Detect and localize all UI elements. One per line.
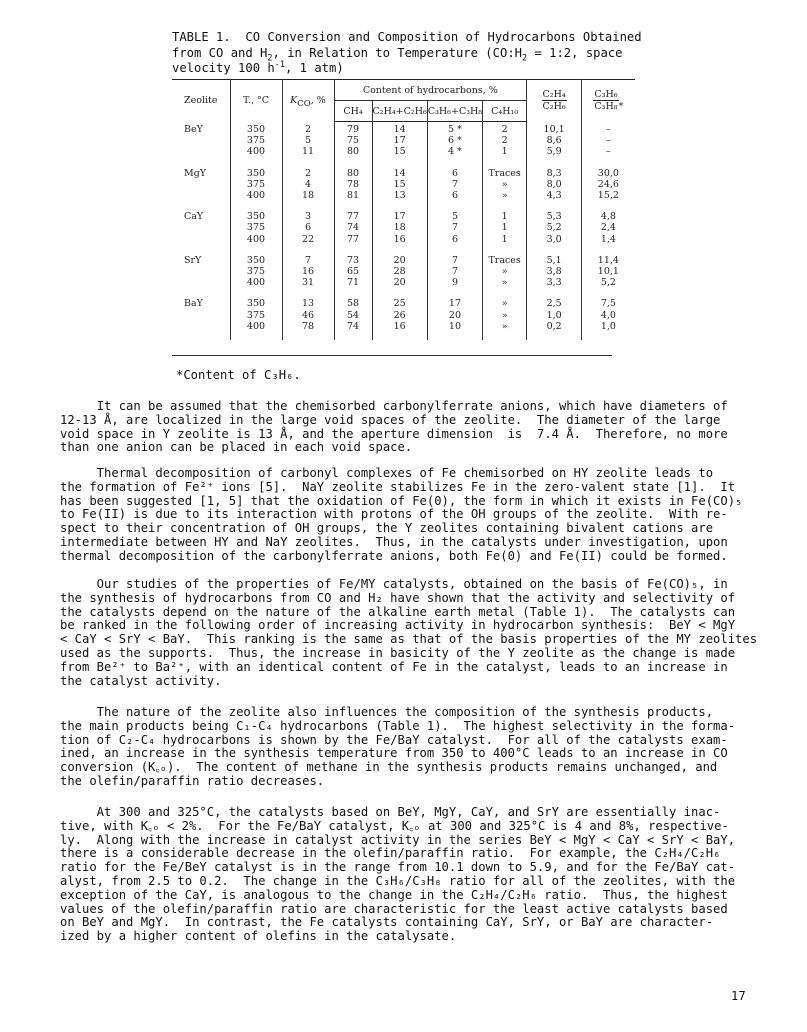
- cell-ch4: [334, 166, 372, 210]
- header-ratio-c3: $\frac{\text{C₃H₆}}{\text{C₃H₈}}$ *: [582, 80, 635, 122]
- cell-r2: [582, 122, 635, 166]
- cell-value: 80: [346, 146, 360, 158]
- cell-k: [282, 253, 334, 297]
- text-line: the formation of Fe²⁺ ions [5]. NaY zeolite stabilizes Fe in the zero-valent state [1]. It: [60, 479, 736, 494]
- text-line: values of the olefin/paraffin ratio are characteristic for the least active catalysts based: [60, 901, 728, 916]
- cell-value: 77: [346, 233, 360, 245]
- text-line: the catalyst activity.: [60, 673, 222, 688]
- cell-value: 375: [246, 178, 266, 190]
- zeolite-name: BeY: [184, 123, 203, 135]
- cell-value: 375: [246, 309, 266, 321]
- cell-value: 350: [246, 167, 266, 179]
- cell-r1: [527, 253, 582, 297]
- text-line: the catalysts depend on the nature of the alkaline earth metal (Table 1). The catalysts can: [60, 604, 736, 619]
- text-line: alyst, from 2.5 to 0.2. The change in the C₃H₆/C₃H₈ ratio for all of the zeolites, with the: [60, 873, 736, 888]
- cell-value: 2: [304, 123, 312, 135]
- cell-value: 15,2: [597, 190, 619, 202]
- cell-value: 7: [304, 254, 312, 266]
- cell-value: 25: [393, 298, 406, 310]
- cell-value: 17: [393, 135, 406, 147]
- cell-value: 71: [346, 277, 360, 289]
- cell-value: 15: [393, 178, 406, 190]
- text-line: 12-13 Å, are localized in the large void spaces of the zeolite. The diameter of the large: [60, 412, 721, 427]
- cell-value: 0,2: [546, 320, 562, 332]
- cell-value: »: [501, 178, 508, 190]
- cell-value: 16: [393, 320, 406, 332]
- cell-value: 74: [346, 222, 360, 234]
- text-line: It can be assumed that the chemisorbed carbonylferrate anions, which have diameters of: [60, 399, 728, 413]
- cell-value: 20: [393, 254, 406, 266]
- cell-t: [230, 122, 282, 166]
- text-line: The nature of the zeolite also influences the composition of the synthesis products,: [60, 705, 714, 719]
- zeolite-name: SrY: [184, 254, 202, 266]
- cell-value: 375: [246, 134, 266, 146]
- paragraph-1: [60, 400, 760, 455]
- cell-value: 74: [346, 320, 360, 332]
- cell-value: 4,0: [600, 309, 616, 321]
- cell-value: »: [501, 266, 508, 278]
- cell-value: 400: [246, 320, 266, 332]
- table-row: [172, 122, 635, 166]
- cell-value: 65: [346, 266, 360, 278]
- cell-value: 22: [301, 233, 315, 245]
- cell-k: [282, 296, 334, 340]
- cell-value: –: [606, 145, 611, 157]
- cell-value: 7: [451, 254, 458, 266]
- cell-value: 5 *: [448, 124, 462, 135]
- cell-value: –: [606, 123, 611, 135]
- header-ch4: CH₄: [334, 101, 372, 122]
- cell-value: 1: [501, 211, 508, 223]
- cell-t: [230, 296, 282, 340]
- cell-value: 5,3: [546, 211, 562, 223]
- text-line: from Be²⁺ to Ba²⁺, with an identical content of Fe in the catalyst, leads to an increase in: [60, 659, 728, 674]
- cell-c2: [372, 122, 427, 166]
- text-line: the main products being C₁-C₄ hydrocarbons (Table 1). The highest selectivity in the forma-: [60, 718, 736, 733]
- text-line: the synthesis of hydrocarbons from CO and H₂ have shown that the activity and selectivity of: [60, 590, 736, 605]
- cell-value: 5,1: [546, 254, 562, 266]
- cell-ch4: [334, 209, 372, 253]
- cell-value: 350: [246, 298, 266, 310]
- cell-r1: [527, 166, 582, 210]
- cell-value: 20: [393, 277, 406, 289]
- cell-value: 13: [393, 190, 406, 202]
- cell-value: 1,0: [546, 309, 562, 321]
- table-bottom-rule: [172, 355, 612, 356]
- cell-c4: [483, 253, 527, 297]
- cell-value: 31: [301, 277, 315, 289]
- text-line: the olefin/paraffin ratio decreases.: [60, 773, 325, 788]
- cell-c4: [483, 166, 527, 210]
- cell-value: 46: [301, 309, 315, 321]
- cell-value: 1: [501, 146, 508, 158]
- cell-value: –: [606, 134, 611, 146]
- text-line: Our studies of the properties of Fe/MY catalysts, obtained on the basis of Fe(CO)₅, in: [60, 577, 728, 591]
- cell-r2: [582, 209, 635, 253]
- text-line: used as the supports. Thus, the increase in basicity of the Y zeolite as the change is made: [60, 645, 736, 660]
- table-row: [172, 209, 635, 253]
- cell-value: »: [501, 190, 508, 202]
- text-line: At 300 and 325°C, the catalysts based on BeY, MgY, CaY, and SrY are essentially inac-: [60, 805, 721, 819]
- cell-value: 5: [304, 134, 312, 146]
- cell-value: 15: [393, 146, 406, 158]
- header-ratio-c2: $\frac{\text{C₂H₄}}{\text{C₂H₆}}$: [527, 80, 582, 122]
- caption-line-3: velocity 100 $h^{-1}$, 1 atm): [172, 59, 344, 75]
- cell-value: 9: [451, 277, 458, 289]
- cell-value: 4: [304, 178, 312, 190]
- cell-value: 2,4: [600, 222, 616, 234]
- cell-value: 6: [451, 190, 458, 202]
- cell-value: 10,1: [543, 123, 565, 135]
- cell-value: 14: [393, 167, 406, 179]
- header-c3: C₃H₆+C₃H₈: [427, 101, 482, 122]
- cell-c2: [372, 166, 427, 210]
- text-line: than one anion can be placed in each void space.: [60, 440, 413, 455]
- cell-value: 58: [346, 298, 360, 310]
- caption-line-2: from CO and $H_2$, in Relation to Temperature ($CO:H_2$ = 1:2, space: [172, 45, 623, 63]
- cell-value: 2,5: [546, 298, 562, 310]
- cell-value: 77: [346, 211, 360, 223]
- header-kco: $K_{CO}$, %: [282, 80, 334, 122]
- cell-value: 28: [393, 266, 406, 278]
- cell-k: [282, 166, 334, 210]
- text-line: ined, an increase in the synthesis temperature from 350 to 400°C leads to an increase in CO: [60, 746, 728, 761]
- cell-t: [230, 166, 282, 210]
- cell-c3: [427, 296, 482, 340]
- cell-value: 375: [246, 222, 266, 234]
- cell-value: 1: [501, 222, 508, 234]
- cell-value: »: [501, 309, 508, 321]
- data-table: [172, 79, 635, 340]
- cell-value: 10: [448, 320, 462, 332]
- cell-value: 1: [501, 233, 508, 245]
- cell-value: 16: [393, 233, 406, 245]
- header-c4: C₄H₁₀: [483, 101, 527, 122]
- cell-value: 54: [346, 309, 360, 321]
- text-line: Thermal decomposition of carbonyl complexes of Fe chemisorbed on HY zeolite leads to: [60, 466, 714, 480]
- cell-value: 6: [451, 233, 458, 245]
- cell-value: Traces: [488, 254, 521, 266]
- cell-value: »: [501, 298, 508, 310]
- cell-value: 4,8: [600, 211, 616, 223]
- cell-value: 80: [346, 167, 360, 179]
- cell-value: 14: [393, 124, 406, 135]
- cell-value: 375: [246, 266, 266, 278]
- cell-value: 78: [301, 320, 315, 332]
- cell-value: 4 *: [448, 146, 462, 158]
- cell-r1: [527, 296, 582, 340]
- cell-value: 350: [246, 254, 266, 266]
- cell-value: 3,0: [546, 233, 562, 245]
- cell-r2: [582, 296, 635, 340]
- cell-value: 6: [304, 222, 312, 234]
- text-line: spect to their concentration of OH groups, the Y zeolites containing bivalent cations are: [60, 521, 714, 536]
- cell-ch4: [334, 296, 372, 340]
- cell-r2: [582, 253, 635, 297]
- cell-value: 81: [346, 190, 360, 202]
- cell-value: 1,0: [600, 320, 616, 332]
- cell-value: 7: [451, 222, 458, 234]
- text-line: ly. Along with the increase in catalyst activity in the series BeY < MgY < CaY < SrY < BaY,: [60, 832, 736, 847]
- cell-r1: [527, 209, 582, 253]
- cell-value: 7: [451, 178, 458, 190]
- cell-value: 400: [246, 233, 266, 245]
- header-content: Content of hydrocarbons, %: [334, 80, 527, 101]
- cell-value: 7,5: [600, 298, 616, 310]
- text-line: tive, with K꜀ₒ < 2%. For the Fe/BaY catalyst, K꜀ₒ at 300 and 325°C is 4 and 8%, respective-: [60, 818, 729, 833]
- cell-value: 26: [393, 309, 406, 321]
- text-line: on BeY and MgY. In contrast, the Fe catalysts containing CaY, SrY, or BaY are character-: [60, 915, 714, 930]
- cell-c3: [427, 209, 482, 253]
- text-line: exception of the CaY, is analogous to the change in the C₂H₄/C₂H₆ ratio. Thus, the highest: [60, 887, 728, 902]
- cell-value: 78: [346, 178, 360, 190]
- table-footnote: *Content of C₃H₆.: [176, 368, 301, 382]
- cell-c4: [483, 122, 527, 166]
- cell-value: 5,2: [546, 222, 562, 234]
- cell-value: 6 *: [448, 135, 462, 147]
- cell-value: 30,0: [597, 167, 619, 179]
- cell-c4: [483, 209, 527, 253]
- cell-value: 20: [448, 309, 462, 321]
- cell-value: 350: [246, 123, 266, 135]
- header-c2: C₂H₄+C₂H₆: [372, 101, 427, 122]
- paragraph-4: [60, 706, 760, 789]
- text-line: thermal decomposition of the carbonylferrate anions, both Fe(0) and Fe(II) could be formed.: [60, 548, 728, 563]
- cell-value: 11,4: [597, 254, 619, 266]
- text-line: ized by a higher content of olefins in the catalysate.: [60, 929, 457, 944]
- cell-c4: [483, 296, 527, 340]
- cell-k: [282, 122, 334, 166]
- cell-c2: [372, 296, 427, 340]
- cell-r1: [527, 122, 582, 166]
- cell-value: 3,8: [546, 266, 562, 278]
- cell-c2: [372, 253, 427, 297]
- header-temperature: T., °C: [230, 80, 282, 122]
- cell-value: 3,3: [546, 277, 562, 289]
- cell-value: 2: [501, 135, 508, 147]
- text-line: ratio for the Fe/BeY catalyst is in the range from 10.1 down to 5.9, and for the Fe/BaY cat-: [60, 860, 736, 875]
- cell-value: »: [501, 320, 508, 332]
- table-body: [172, 122, 635, 341]
- cell-t: [230, 253, 282, 297]
- cell-value: 5,2: [600, 277, 616, 289]
- cell-value: 16: [301, 266, 315, 278]
- cell-ch4: [334, 253, 372, 297]
- text-line: to Fe(II) is due to its interaction with protons of the OH groups of the zeolite. With re-: [60, 507, 728, 522]
- paragraph-5: [60, 806, 760, 944]
- table-row: [172, 296, 635, 340]
- cell-value: 10,1: [597, 266, 619, 278]
- zeolite-name: MgY: [184, 167, 207, 179]
- cell-value: 4,3: [546, 190, 562, 202]
- cell-ch4: [334, 122, 372, 166]
- cell-value: 17: [448, 298, 462, 310]
- cell-value: 18: [393, 222, 406, 234]
- cell-value: 350: [246, 211, 266, 223]
- cell-value: 5: [451, 211, 458, 223]
- cell-value: 7: [451, 266, 458, 278]
- cell-value: 24,6: [597, 178, 619, 190]
- cell-value: 400: [246, 190, 266, 202]
- cell-value: 400: [246, 277, 266, 289]
- caption-line-1: TABLE 1. CO Conversion and Composition of Hydrocarbons Obtained: [172, 30, 642, 44]
- cell-value: 73: [346, 254, 360, 266]
- page-number: 17: [731, 989, 746, 1003]
- table-caption: [172, 30, 652, 77]
- text-line: void space in Y zeolite is 13 Å, and the aperture dimension is 7.4 Å. Therefore, no more: [60, 426, 728, 441]
- text-line: intermediate between HY and NaY zeolites. Thus, in the catalysts under investigation, upon: [60, 534, 728, 549]
- cell-t: [230, 209, 282, 253]
- cell-value: 400: [246, 145, 266, 157]
- cell-value: »: [501, 277, 508, 289]
- cell-value: 18: [301, 190, 315, 202]
- paragraph-3: [60, 578, 760, 688]
- cell-k: [282, 209, 334, 253]
- cell-value: 1,4: [600, 233, 616, 245]
- header-zeolite: Zeolite: [184, 95, 218, 107]
- cell-c3: [427, 122, 482, 166]
- cell-value: Traces: [488, 167, 521, 179]
- text-line: conversion (K꜀ₒ). The content of methane in the synthesis products remains unchanged, and: [60, 760, 718, 775]
- cell-value: 2: [304, 167, 312, 179]
- zeolite-name: BaY: [184, 298, 203, 310]
- cell-c2: [372, 209, 427, 253]
- text-line: < CaY < SrY < BaY. This ranking is the same as that of the basis properties of the MY zeolites: [60, 632, 758, 647]
- cell-value: 17: [393, 211, 406, 223]
- cell-value: 6: [451, 167, 458, 179]
- cell-value: 8,0: [546, 178, 562, 190]
- cell-c3: [427, 166, 482, 210]
- text-line: tion of C₂-C₄ hydrocarbons is shown by the Fe/BaY catalyst. For all of the catalysts exam-: [60, 732, 728, 747]
- cell-value: 2: [501, 124, 508, 135]
- zeolite-name: CaY: [184, 211, 204, 223]
- cell-r2: [582, 166, 635, 210]
- cell-value: 8,3: [546, 167, 562, 179]
- cell-value: 3: [304, 211, 312, 223]
- cell-value: 11: [301, 145, 315, 157]
- cell-value: 5,9: [546, 145, 562, 157]
- text-line: be ranked in the following order of increasing activity in hydrocarbon synthesis: BeY < MgY: [60, 618, 736, 633]
- cell-value: 75: [346, 135, 360, 147]
- text-line: there is a considerable decrease in the olefin/paraffin ratio. For example, the C₂H₄/C₂H₆: [60, 846, 721, 861]
- table-row: [172, 166, 635, 210]
- cell-value: 79: [346, 124, 360, 135]
- text-line: has been suggested [1, 5] that the oxidation of Fe(0), the form in which it exists in Fe(CO)₅: [60, 493, 743, 508]
- cell-c3: [427, 253, 482, 297]
- cell-value: 8,6: [546, 134, 562, 146]
- cell-value: 13: [301, 298, 315, 310]
- table-row: [172, 253, 635, 297]
- paragraph-2: [60, 467, 760, 564]
